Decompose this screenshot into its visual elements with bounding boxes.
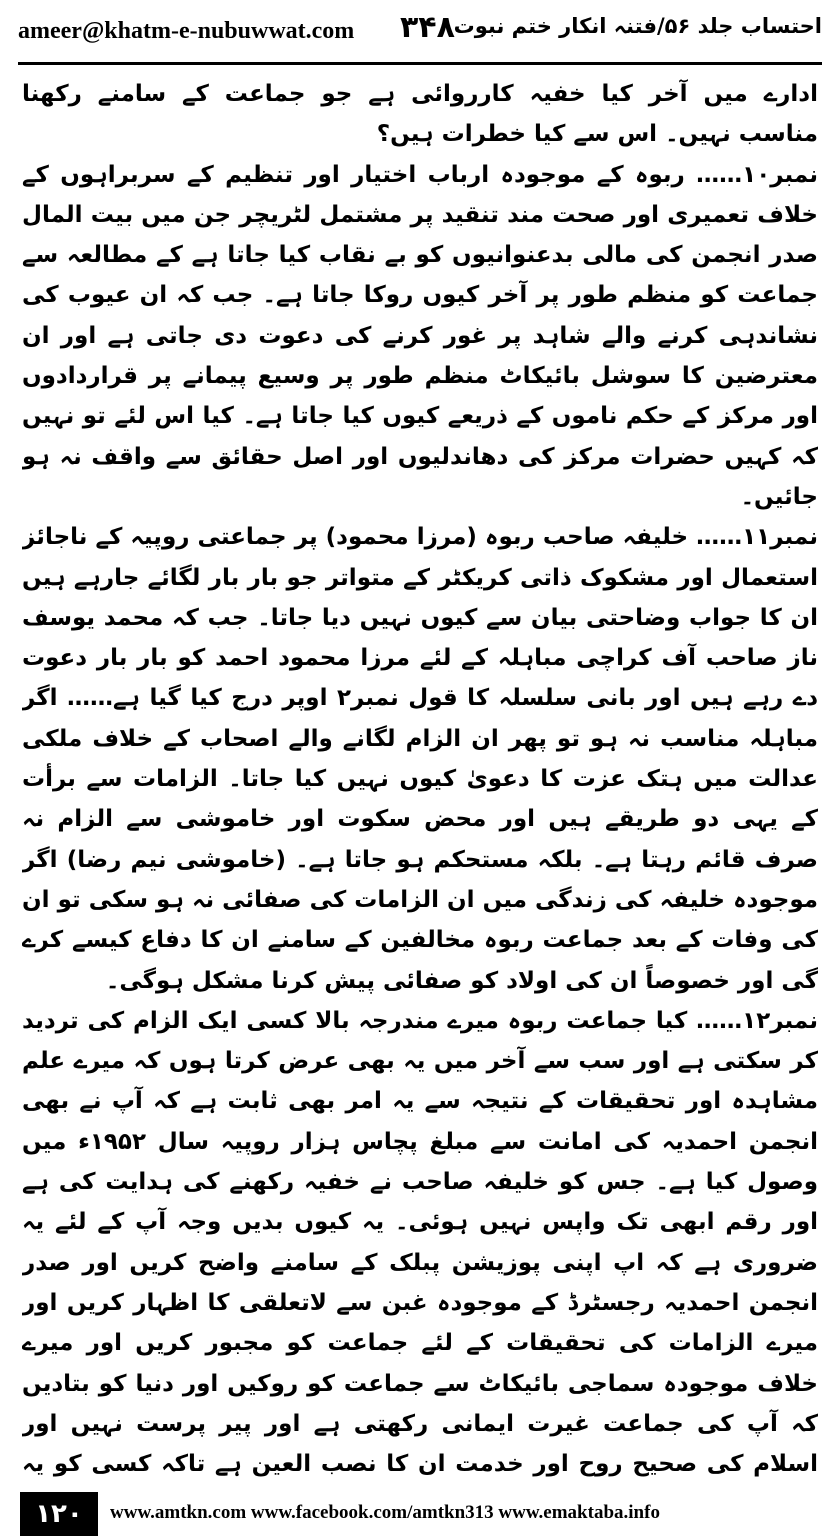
paragraph-number: نمبر۱۲……: [687, 1007, 818, 1034]
footer-links[interactable]: www.amtkn.com www.facebook.com/amtkn313 www.emaktaba.info: [110, 1502, 660, 1523]
paragraph-text: کیا جماعت ربوہ میرے مندرجہ بالا کسی ایک الزام کی تردید کر سکتی ہے اور سب سے آخر میں یہ بھی عرض کرتا ہوں کہ میرے علم مشاہدہ اور تحقیقات کے نتیجہ سے یہ امر بھی ثابت ہے کہ آپ نے بھی انجمن احمدیہ کی امانت سے مبلغ پچاس ہزار روپیہ سال ۱۹۵۲ء میں وصول کیا ہے۔ جس کو خلیفہ صاحب نے خفیہ رکھنے کی ہدایت کی ہے اور رقم ابھی تک واپس نہیں ہوئی۔ یہ کیوں بدیں وجہ آپ کے لئے یہ ضروری ہے کہ اپ اپنی پوزیشن پبلک کے سامنے واضح کریں اور صدر انجمن احمدیہ رجسٹرڈ کے موجودہ غبن سے لاتعلقی کا اظہار کریں اور میرے الزامات کی تحقیقات کے لئے جماعت کو مجبور کریں اور میرے خلاف موجودہ سماجی بائیکاٹ سے جماعت کو روکیں اور دنیا کو بتادیں کہ آپ کی جماعت غیرت ایمانی رکھتی ہے اور پیر پرست نہیں اور اسلام کی صحیح روح اور خدمت ان کا نصب العین ہے تاکہ کسی کو یہ: [22, 1007, 818, 1478]
paragraph-11: [22, 517, 818, 1001]
paragraph-text: ربوہ کے موجودہ ارباب اختیار اور تنظیم کے سربراہوں کے خلاف تعمیری اور صحت مند تنقید پر مشتمل لٹریچر جن میں بیت المال صدر انجمن کی مالی بدعنوانیوں کو بے نقاب کیا جاتا ہے کے مطالعہ سے جماعت کو منظم طور پر آخر کیوں روکا جاتا ہے۔ جب کہ ان عیوب کی نشاندہی کرنے والے شاہد پر غور کرنے کی دعوت دی جاتی ہے اور ان معترضین کا سوشل بائیکاٹ منظم طور پر وسیع پیمانے پر قراردادوں اور مرکز کے حکم ناموں کے ذریعے کیوں کیا جاتا ہے۔ کیا اس لئے تو نہیں کہ کہیں حضرات مرکز کی دھاندلیوں اور اصل حقائق سے واقف نہ ہو جائیں۔: [22, 161, 818, 510]
header-divider: [18, 62, 822, 65]
paragraph-text: خلیفہ صاحب ربوہ (مرزا محمود) پر جماعتی روپیہ کے ناجائز استعمال اور مشکوک ذاتی کریکٹر کے متواتر جو بار بار لگائے جارہے ہیں ان کا جواب وضاحتی بیان سے کیوں نہیں دیا جاتا۔ جب کہ محمد یوسف ناز صاحب آف کراچی مباہلہ کے لئے مرزا محمود احمد کو بار بار دعوت دے رہے ہیں اور بانی سلسلہ کا قول نمبر۲ اوپر درج کیا گیا ہے…… اگر مباہلہ مناسب نہ ہو تو پھر ان الزام لگانے والے اصحاب کے خلاف ملکی عدالت میں ہتک عزت کا دعویٰ کیوں نہیں کیا جاتا۔ الزامات سے برأت کے یہی دو طریقے ہیں اور محض سکوت اور خاموشی سے الزام نہ صرف قائم رہتا ہے۔ بلکہ مستحکم ہو جاتا ہے۔ (خاموشی نیم رضا) اگر موجودہ خلیفہ کی زندگی میں ان الزامات کی صفائی نہ ہو سکی تو ان کی وفات کے بعد جماعت ربوہ مخالفین کے سامنے ان کا دفاع کیسے کرے گی اور خصوصاً ان کی اولاد کو صفائی پیش کرنا مشکل ہوگی۔: [22, 524, 818, 994]
paragraph-12: [22, 1001, 818, 1479]
page-footer: [0, 1492, 840, 1536]
paragraph-text: ادارے میں آخر کیا خفیہ کارروائی ہے جو جماعت کے سامنے رکھنا مناسب نہیں۔ اس سے کیا خطرات ہیں؟: [22, 81, 818, 148]
paragraph-continuation: [22, 74, 818, 155]
paragraph-number: نمبر۱۰……: [684, 161, 818, 188]
paragraph-10: [22, 155, 818, 518]
page-body: [22, 74, 818, 1479]
footer-page-number: ۱۲۰: [20, 1492, 98, 1536]
paragraph-number: نمبر۱۱……: [688, 524, 818, 551]
header-book-title: احتساب جلد ۵۶/فتنہ انکار ختم نبوت: [453, 14, 822, 38]
header-page-number: ۳۴۸: [400, 10, 455, 45]
page-header: [18, 10, 822, 60]
header-email: ameer@khatm-e-nubuwwat.com: [18, 18, 355, 44]
